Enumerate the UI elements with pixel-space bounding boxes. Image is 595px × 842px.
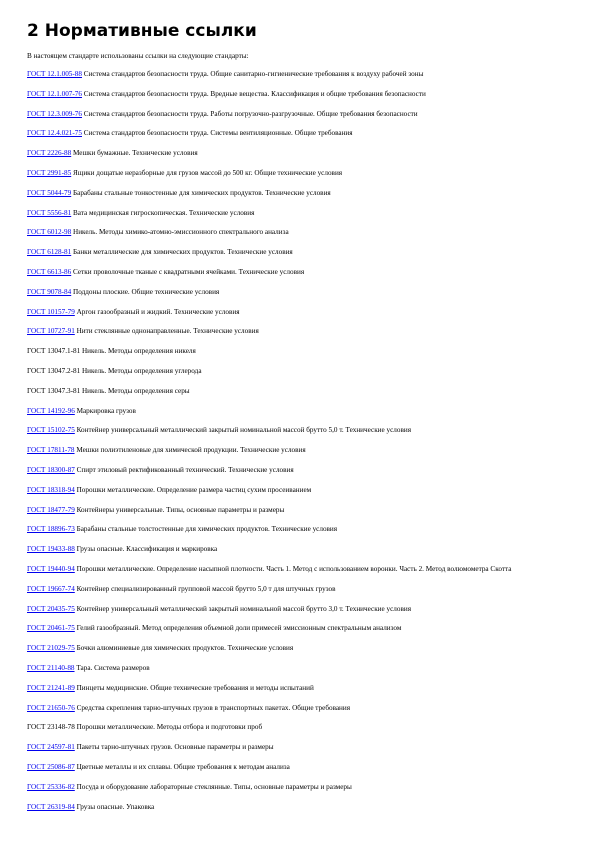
reference-title: Аргон газообразный и жидкий. Технические условия [74,307,240,316]
reference-title: Средства скрепления тарно-штучных грузов в транспортных пакетах. Общие требования [74,703,351,712]
reference-code-link[interactable]: ГОСТ 12.1.007-76 [27,89,82,98]
reference-title: Система стандартов безопасности труда. Общие санитарно-гигиенические требования к воздуху рабочей зоны [81,70,424,78]
reference-item [27,308,557,318]
reference-code-link[interactable]: ГОСТ 12.1.005-88 [27,70,82,78]
reference-item [27,347,557,357]
reference-item [27,486,557,496]
reference-item [27,624,557,634]
reference-title: Контейнер универсальный металлический закрытый номинальной массой брутто 5,0 т. Технические условия [74,426,412,435]
reference-item [27,70,557,80]
reference-title: Контейнер специализированный групповой массой брутто 5,0 т для штучных грузов [74,584,336,593]
reference-code-link[interactable]: ГОСТ 2991-85 [27,169,72,177]
reference-code-link[interactable]: ГОСТ 19440-94 [27,565,75,573]
reference-code-link[interactable]: ГОСТ 19667-74 [27,584,75,593]
reference-item [27,446,557,456]
reference-code-link[interactable]: ГОСТ 24597-81 [27,743,75,752]
reference-title: Никель. Методы химико-атомно-эмиссионного спектрального анализа [71,228,289,237]
reference-title: Барабаны стальные толстостенные для химических продуктов. Технические условия [74,525,338,534]
reference-title: Пинцеты медицинские. Общие технические требования и методы испытаний [74,683,314,692]
reference-title: Мешки полиэтиленовые для химической продукции. Технические условия [74,446,306,455]
reference-title: Посуда и оборудование лабораторные стеклянные. Типы, основные параметры и размеры [74,782,352,791]
reference-item [27,545,557,555]
reference-code-link[interactable]: ГОСТ 21140-88 [27,664,75,672]
reference-title: Тара. Система размеров [74,664,150,672]
reference-item [27,426,557,436]
reference-code-link[interactable]: ГОСТ 18318-94 [27,485,75,494]
reference-code-link[interactable]: ГОСТ 25336-82 [27,782,75,791]
reference-title: Цветные металлы и их сплавы. Общие требования к методам анализа [74,763,290,771]
reference-title: Система стандартов безопасности труда. Системы вентиляционные. Общие требования [81,129,353,138]
reference-title: Поддоны плоские. Общие технические условия [71,287,220,296]
reference-item [27,466,557,476]
reference-code-link[interactable]: ГОСТ 9078-84 [27,287,72,296]
reference-code-link[interactable]: ГОСТ 6128-81 [27,248,72,257]
reference-code-link[interactable]: ГОСТ 14192-96 [27,406,75,415]
reference-item [27,129,557,139]
reference-code: ГОСТ 23148-78 [27,723,75,732]
reference-title: Ящики дощатые неразборные для грузов массой до 500 кг. Общие технические условия [71,169,343,177]
reference-title: Барабаны стальные тонкостенные для химических продуктов. Технические условия [71,188,331,197]
reference-item [27,783,557,793]
reference-code-link[interactable]: ГОСТ 18477-79 [27,505,75,514]
reference-item [27,723,557,733]
reference-code-link[interactable]: ГОСТ 12.4.021-75 [27,129,82,138]
reference-title: Бочки алюминиевые для химических продуктов. Технические условия [74,644,294,653]
reference-code-link[interactable]: ГОСТ 21241-89 [27,683,75,692]
intro-text: В настоящем стандарте использованы ссылки на следующие стандарты: [27,52,249,60]
reference-item [27,327,557,337]
reference-code-link[interactable]: ГОСТ 21650-76 [27,703,75,712]
reference-item [27,585,557,595]
reference-item [27,149,557,159]
reference-item [27,268,557,278]
reference-item [27,525,557,535]
reference-code: ГОСТ 13047.3-81 [27,386,81,395]
reference-title: Гелий газообразный. Метод определения объемной доли примесей эмиссионным спектральным анализом [74,624,402,633]
reference-title: Контейнеры универсальные. Типы, основные параметры и размеры [74,505,285,514]
reference-title: Нити стеклянные однонаправленные. Технические условия [74,327,259,336]
section-heading [27,19,257,43]
reference-item [27,664,557,674]
reference-code-link[interactable]: ГОСТ 15102-75 [27,426,75,435]
reference-title: Грузы опасные. Классификация и маркировка [74,545,218,554]
reference-item [27,684,557,694]
reference-item [27,506,557,516]
reference-item [27,407,557,417]
reference-code-link[interactable]: ГОСТ 5044-79 [27,188,72,197]
reference-item [27,169,557,179]
reference-code: ГОСТ 13047.2-81 [27,367,81,375]
reference-item [27,644,557,654]
reference-title: Грузы опасные. Упаковка [74,802,155,811]
reference-item [27,90,557,100]
reference-title: Система стандартов безопасности труда. Работы погрузочно-разгрузочные. Общие требования безопасности [81,109,418,118]
reference-item [27,605,557,615]
reference-item [27,763,557,773]
reference-title: Вата медицинская гигроскопическая. Технические условия [71,208,255,217]
reference-item [27,110,557,120]
reference-code-link[interactable]: ГОСТ 10727-91 [27,327,75,336]
reference-title: Никель. Методы определения углерода [80,367,202,375]
reference-item [27,387,557,397]
reference-title: Порошки металлические. Определение размера частиц сухим просеиванием [74,485,312,494]
reference-item [27,704,557,714]
reference-code-link[interactable]: ГОСТ 19433-88 [27,545,75,554]
reference-item [27,209,557,219]
reference-item [27,803,557,813]
reference-code-link[interactable]: ГОСТ 21029-75 [27,644,75,653]
reference-code-link[interactable]: ГОСТ 5556-81 [27,208,72,217]
reference-title: Никель. Методы определения серы [80,386,190,395]
reference-code-link[interactable]: ГОСТ 6012-98 [27,228,72,237]
reference-title: Порошки металлические. Методы отбора и подготовки проб [74,723,263,732]
reference-code-link[interactable]: ГОСТ 20435-75 [27,604,75,613]
reference-title: Никель. Методы определения никеля [80,347,196,356]
reference-code: ГОСТ 13047.1-81 [27,347,81,356]
section-number: 2 [27,21,39,41]
reference-item [27,288,557,298]
reference-title: Система стандартов безопасности труда. Вредные вещества. Классификация и общие требования безопасности [81,89,426,98]
reference-item [27,189,557,199]
reference-code-link[interactable]: ГОСТ 25086-87 [27,763,75,771]
reference-item [27,228,557,238]
reference-title: Маркировка грузов [74,406,136,415]
reference-code-link[interactable]: ГОСТ 6613-86 [27,268,72,276]
reference-code-link[interactable]: ГОСТ 18896-73 [27,525,75,534]
reference-title: Пакеты тарно-штучных грузов. Основные параметры и размеры [74,743,274,752]
reference-item [27,743,557,753]
reference-code-link[interactable]: ГОСТ 10157-79 [27,307,75,316]
reference-item [27,248,557,258]
section-title: Нормативные ссылки [44,21,257,41]
reference-code-link[interactable]: ГОСТ 2226-88 [27,149,72,158]
reference-title: Порошки металлические. Определение насыпной плотности. Часть 1. Метод с использованием воронки. Часть 2. Метод волюмометра Скотта [74,565,512,573]
reference-title: Спирт этиловый ректификованный технический. Технические условия [74,466,294,474]
reference-title: Банки металлические для химических продуктов. Технические условия [71,248,293,257]
reference-code-link[interactable]: ГОСТ 26319-84 [27,802,75,811]
reference-title: Мешки бумажные. Технические условия [71,149,198,158]
reference-title: Контейнер универсальный металлический закрытый номинальной массой брутто 3,0 т. Технические условия [74,604,412,613]
reference-code-link[interactable]: ГОСТ 17811-78 [27,446,75,455]
reference-code-link[interactable]: ГОСТ 18300-87 [27,466,75,474]
reference-item [27,565,557,575]
reference-item [27,367,557,377]
reference-code-link[interactable]: ГОСТ 12.3.009-76 [27,109,82,118]
reference-title: Сетки проволочные тканые с квадратными ячейками. Технические условия [71,268,305,276]
reference-code-link[interactable]: ГОСТ 20461-75 [27,624,75,633]
